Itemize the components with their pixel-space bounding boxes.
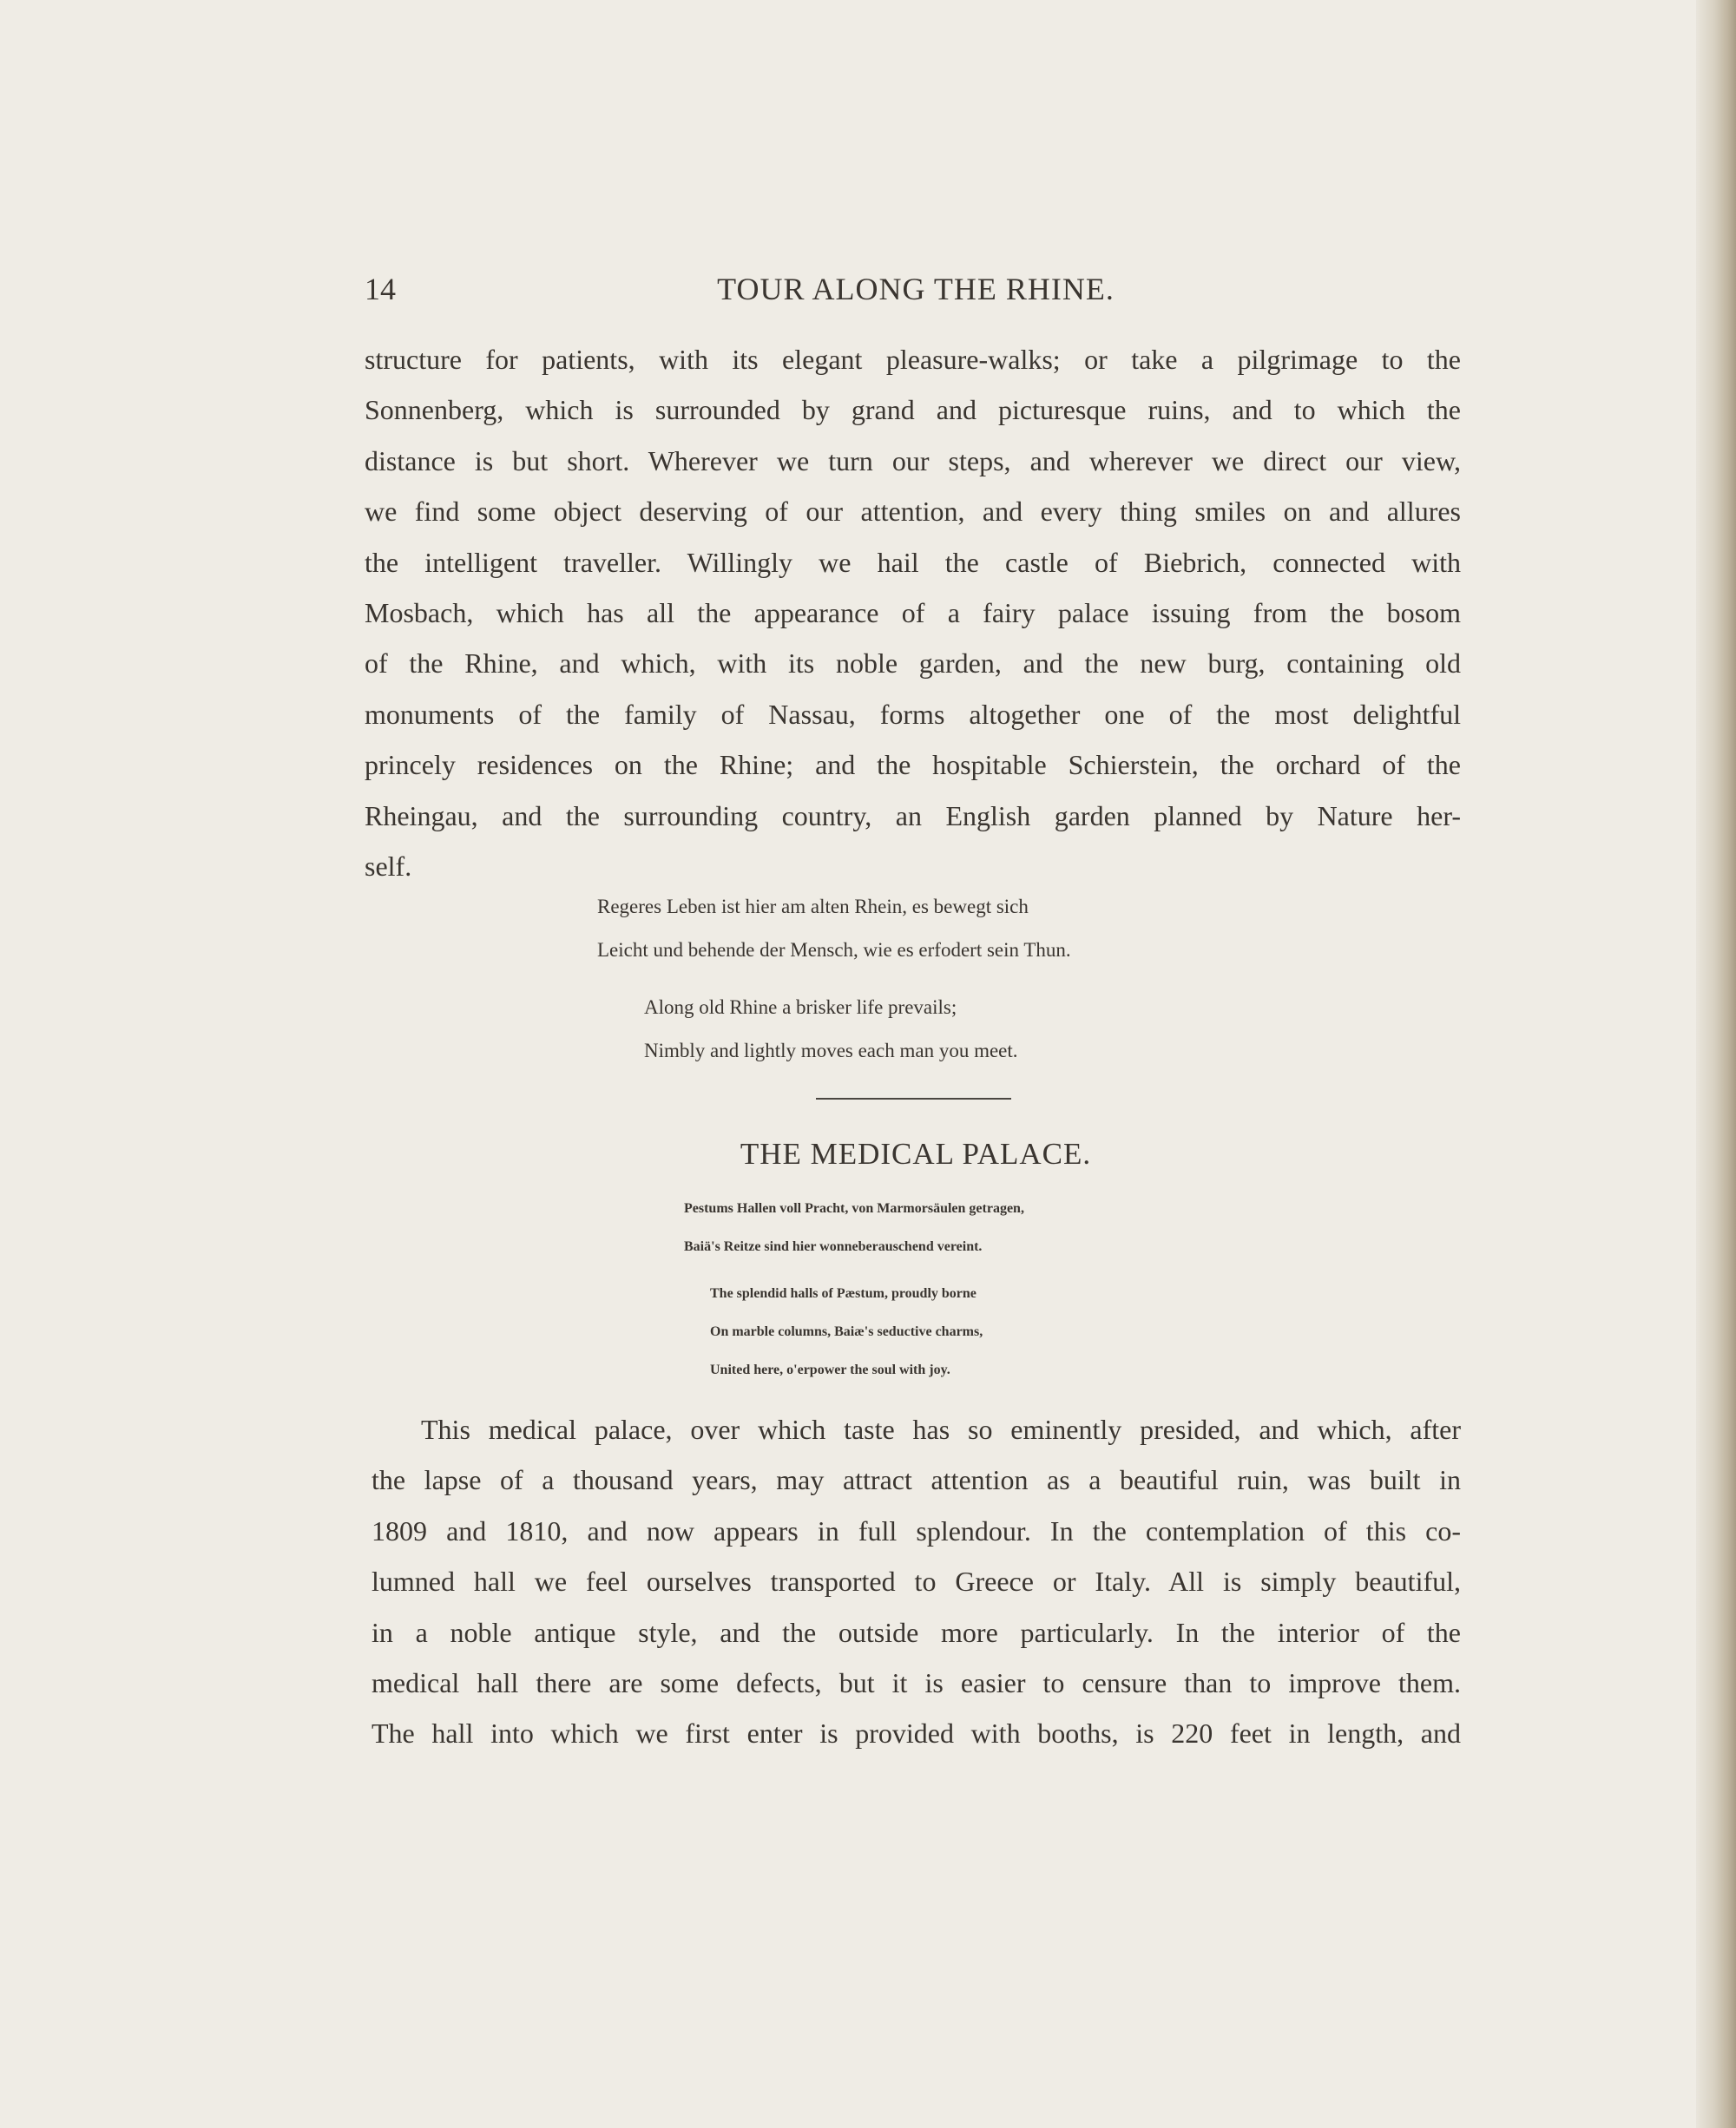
text-line: in a noble antique style, and the outside more particularly. In the interior of the [372, 1616, 1461, 1648]
verse-german-1 [597, 885, 1071, 972]
text-line: the intelligent traveller. Willingly we hail the castle of Biebrich, connected with [365, 546, 1461, 578]
text-line: we find some object deserving of our attention, and every thing smiles on and allures [365, 496, 1461, 528]
verse-line: The splendid halls of Pæstum, proudly borne [710, 1286, 976, 1301]
text-line: medical hall there are some defects, but it is easier to censure than to improve them. [372, 1666, 1461, 1698]
verse-line: Along old Rhine a brisker life prevails; [644, 996, 957, 1018]
text-line: the lapse of a thousand years, may attract attention as a beautiful ruin, was built in [372, 1464, 1461, 1496]
body-paragraph-2 [372, 1404, 1461, 1759]
text-line: The hall into which we first enter is provided with booths, is 220 feet in length, and [372, 1718, 1461, 1750]
text-line: distance is but short. Wherever we turn our steps, and wherever we direct our view, [365, 444, 1461, 476]
text-line: Sonnenberg, which is surrounded by grand and picturesque ruins, and to which the [365, 394, 1461, 426]
text-line: 1809 and 1810, and now appears in full splendour. In the contemplation of this co- [372, 1514, 1461, 1547]
verse-line: Nimbly and lightly moves each man you meet. [644, 1040, 1018, 1061]
verse-line: Baiä's Reitze sind hier wonneberauschend vereint. [684, 1239, 983, 1254]
verse-line: United here, o'erpower the soul with joy. [710, 1363, 950, 1377]
verse-line: Pestums Hallen voll Pracht, von Marmorsäulen getragen, [684, 1201, 1024, 1216]
body-paragraph-1 [365, 334, 1461, 891]
verse-line: Leicht und behende der Mensch, wie es erfodert sein Thun. [597, 939, 1071, 961]
text-line: structure for patients, with its elegant pleasure-walks; or take a pilgrimage to the [365, 344, 1461, 375]
verse-line: Regeres Leben ist hier am alten Rhein, es bewegt sich [597, 896, 1029, 917]
text-line: Rheingau, and the surrounding country, an English garden planned by Nature her- [365, 799, 1461, 831]
verse-german-2 [684, 1190, 1024, 1266]
text-line: Mosbach, which has all the appearance of a fairy palace issuing from the bosom [365, 596, 1461, 628]
verse-line: On marble columns, Baiæ's seductive charms, [710, 1324, 983, 1339]
text-line: of the Rhine, and which, with its noble garden, and the new burg, containing old [365, 647, 1461, 680]
section-divider [816, 1098, 1011, 1100]
text-line: monuments of the family of Nassau, forms altogether one of the most delightful [365, 698, 1461, 730]
text-line: self. [365, 850, 412, 882]
section-title: THE MEDICAL PALACE. [740, 1137, 1092, 1171]
page-edge-shadow [1696, 0, 1736, 2128]
text-line: princely residences on the Rhine; and the hospitable Schierstein, the orchard of the [365, 749, 1461, 781]
page-number: 14 [365, 272, 396, 306]
verse-english-1 [644, 986, 1018, 1073]
verse-english-2 [710, 1275, 983, 1389]
page-header [365, 271, 1467, 314]
text-line: This medical palace, over which taste has so eminently presided, and which, after [421, 1414, 1461, 1445]
text-line: lumned hall we feel ourselves transported to Greece or Italy. All is simply beautiful, [372, 1566, 1461, 1598]
running-title: TOUR ALONG THE RHINE. [717, 272, 1115, 306]
